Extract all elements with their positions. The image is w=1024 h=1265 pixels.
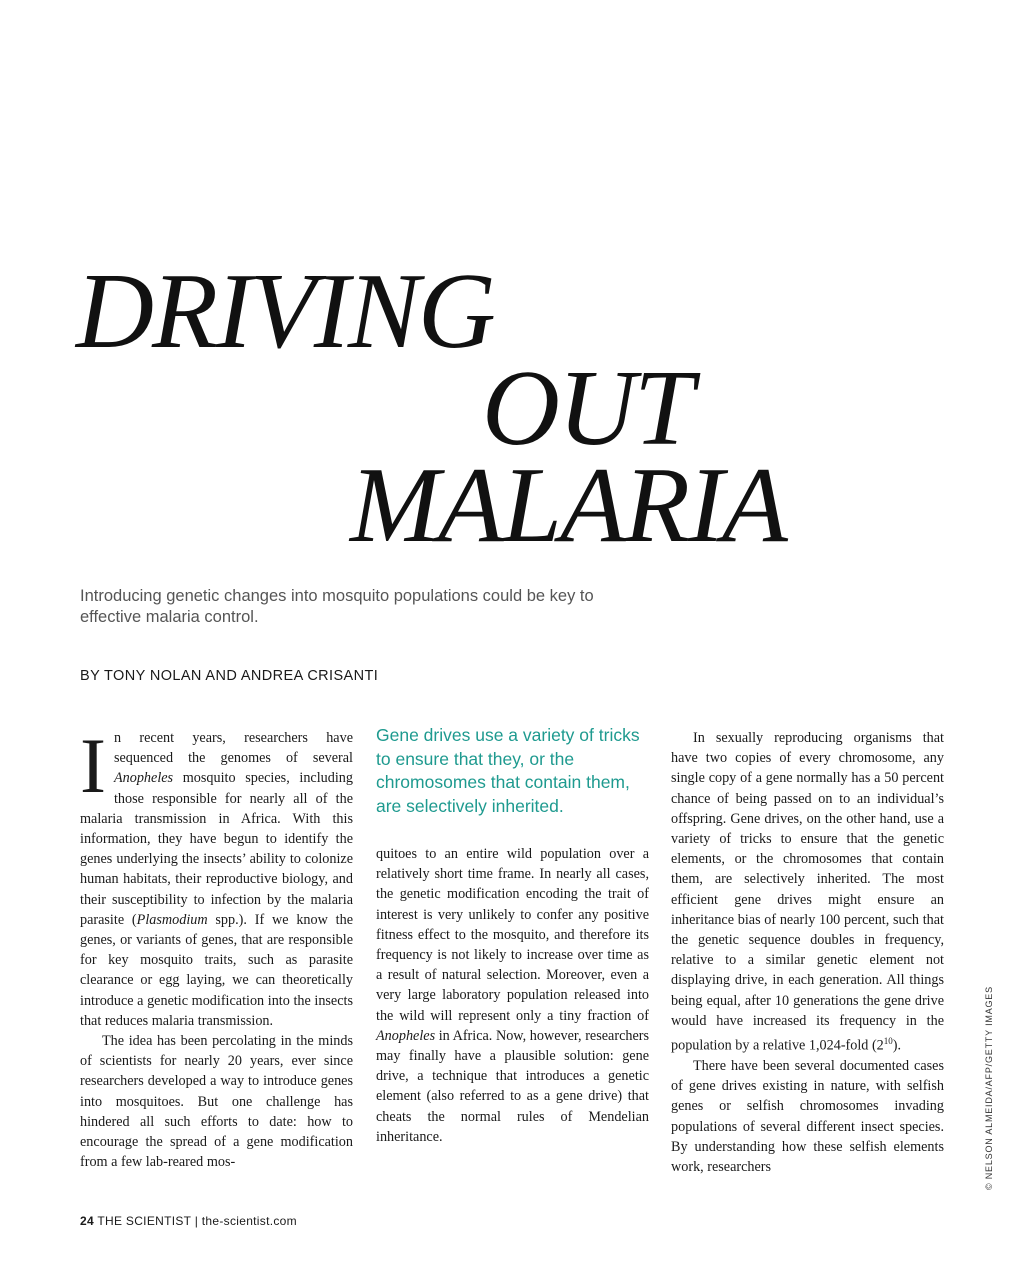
article-column-3 <box>671 728 944 1177</box>
byline: BY TONY NOLAN AND ANDREA CRISANTI <box>80 668 379 684</box>
text-run: n recent years, researchers have sequenced the genomes of several <box>113 730 353 767</box>
text-run: mosquito species, including those responsible for nearly all of the malaria transmission in Africa. With this information, they have begun to identify the genes underlying the insects’ ability to colonize human habitats, their reproductive biology, and their susceptibility to infection by the malaria parasite ( <box>80 770 353 928</box>
article-column-2 <box>376 725 649 1147</box>
text-run: ). <box>892 1037 902 1054</box>
paragraph: The idea has been percolating in the minds of scientists for nearly 20 years, ever since researchers developed a way to introduce genes into mosquitoes. But one challenge has hindered all such efforts to date: how to encourage the spread of a gene modification from a few lab-reared mos- <box>80 1033 353 1171</box>
text-run: in Africa. Now, however, researchers may finally have a plausible solution: gene drive, a technique that introduces a genetic element (also referred to as a gene drive) that cheats the normal rules of Mendelian inheritance. <box>376 1027 649 1145</box>
text-run: spp.). If we know the genes, or variants of genes, that are responsible for key mosquito traits, such as parasite clearance or egg laying, we can theoretically introduce a genetic modification into the insects that reduces malaria transmission. <box>80 911 353 1029</box>
text-run: quitoes to an entire wild population over a relatively short time frame. In nearly all cases, the genetic modification encoding the trait of interest is very unlikely to confer any positive fitness effect to the mosquito, and therefore its frequency is not likely to increase over time as a result of natural selection. Moreover, even a very large laboratory population released into the wild will represent only a tiny fraction of <box>376 846 649 1024</box>
italic-genus: Anopheles <box>376 1027 436 1044</box>
title-line-out: OUT <box>482 349 693 468</box>
paragraph-intro <box>80 722 353 1031</box>
paragraph <box>671 728 944 1056</box>
title-line-malaria: MALARIA <box>350 446 786 565</box>
pull-quote: Gene drives use a variety of tricks to ensure that they, or the chromosomes that contain them, are selectively inherited. <box>376 725 640 816</box>
publication-url: the-scientist.com <box>201 1214 297 1228</box>
article-subtitle: Introducing genetic changes into mosquito populations could be key to effective malaria control. <box>80 587 594 626</box>
title-line-driving: DRIVING <box>76 252 494 371</box>
text-run: In sexually reproducing organisms that have two copies of every chromosome, any single copy of a gene normally has a 50 percent chance of being passed on to an individual’s offspring. Gene drives, on the other hand, use a variety of tricks to ensure that the genetic elements, or the chromosomes that contain them, are selectively inherited. The most efficient gene drives might ensure an inheritance bias of nearly 100 percent, such that the genetic sequence doubles in frequency, relative to a similar genetic element not displaying drive, in each generation. All things being equal, after 10 generations the gene drive would have increased its frequency in the population by a relative 1,024-fold (2 <box>671 730 944 1054</box>
footer-separator: | <box>194 1214 199 1228</box>
italic-genus: Plasmodium <box>136 911 208 928</box>
publication-name: THE SCIENTIST <box>97 1214 192 1228</box>
article-column-1 <box>80 722 353 1172</box>
page-number: 24 <box>80 1214 94 1228</box>
italic-genus: Anopheles <box>113 770 174 787</box>
drop-cap: I <box>80 722 106 809</box>
page-footer <box>80 1214 297 1228</box>
photo-credit: © NELSON ALMEIDA/AFP/GETTY IMAGES <box>984 986 994 1190</box>
superscript: 10 <box>883 1036 893 1047</box>
paragraph: There have been several documented cases of gene drives existing in nature, with selfish genes or selfish chromosomes invading populations of several different insect species. By understanding how these selfish elements work, researchers <box>671 1057 944 1175</box>
paragraph <box>376 844 649 1147</box>
